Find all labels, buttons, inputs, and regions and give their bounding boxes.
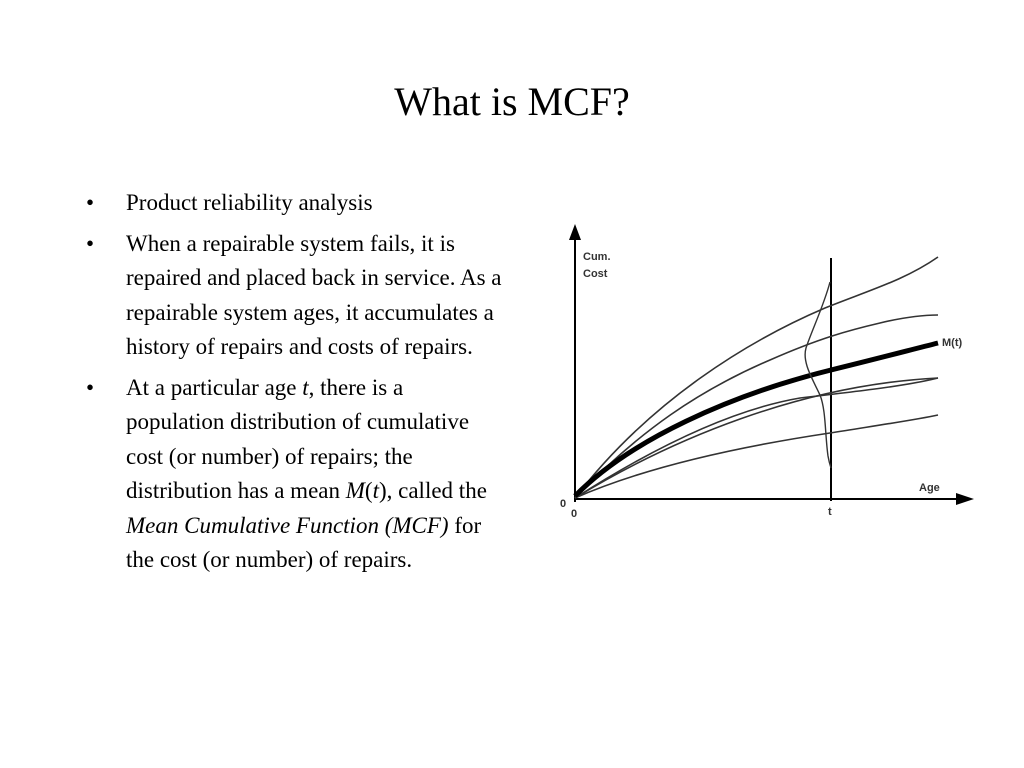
x-axis-arrow bbox=[956, 493, 974, 505]
bullet-marker: • bbox=[86, 190, 95, 215]
bullet-text: ( bbox=[364, 478, 373, 503]
bullet-list bbox=[86, 186, 506, 584]
bullet-text: When a repairable system fails, it is repaired and placed back in service. As a repairable system ages, it accumulates a history of repairs and costs of repairs. bbox=[126, 230, 502, 359]
bullet-marker: • bbox=[86, 374, 95, 400]
y-axis-label-line2: Cost bbox=[583, 268, 608, 280]
origin-y-label: 0 bbox=[560, 498, 567, 510]
bullet-text-italic: M bbox=[345, 478, 365, 503]
bullet-item bbox=[86, 371, 506, 578]
t-label: t bbox=[828, 506, 832, 518]
mcf-diagram bbox=[550, 220, 980, 520]
bullet-text: for the cost (or number) of repairs. bbox=[126, 512, 482, 572]
y-axis-arrow bbox=[569, 224, 581, 240]
bullet-marker: • bbox=[86, 230, 95, 256]
y-axis-label-line1: Cum. bbox=[583, 251, 611, 263]
bullet-text: ), called the bbox=[378, 478, 487, 503]
system-curve-5 bbox=[575, 415, 938, 498]
bullet-text-italic: t bbox=[302, 374, 309, 400]
mcf-diagram-svg bbox=[550, 220, 980, 520]
bullet-item bbox=[86, 227, 506, 365]
bullet-text-italic: t bbox=[372, 478, 379, 503]
mean-curve-label: M(t) bbox=[942, 337, 963, 349]
bullet-text-italic: Mean Cumulative Function (MCF) bbox=[126, 512, 449, 538]
x-axis-label: Age bbox=[919, 482, 940, 494]
system-curves bbox=[575, 257, 938, 498]
system-curve-1 bbox=[575, 257, 938, 498]
bullet-text: At a particular age bbox=[126, 374, 303, 400]
bullet-text: , there is a population distribution of cumulative cost (or number) of repairs; the distribution has a mean bbox=[126, 374, 470, 503]
slide-title: What is MCF? bbox=[394, 79, 630, 124]
bullet-text: Product reliability analysis bbox=[126, 190, 373, 215]
bullet-item bbox=[86, 186, 506, 221]
origin-x-label: 0 bbox=[571, 508, 578, 520]
